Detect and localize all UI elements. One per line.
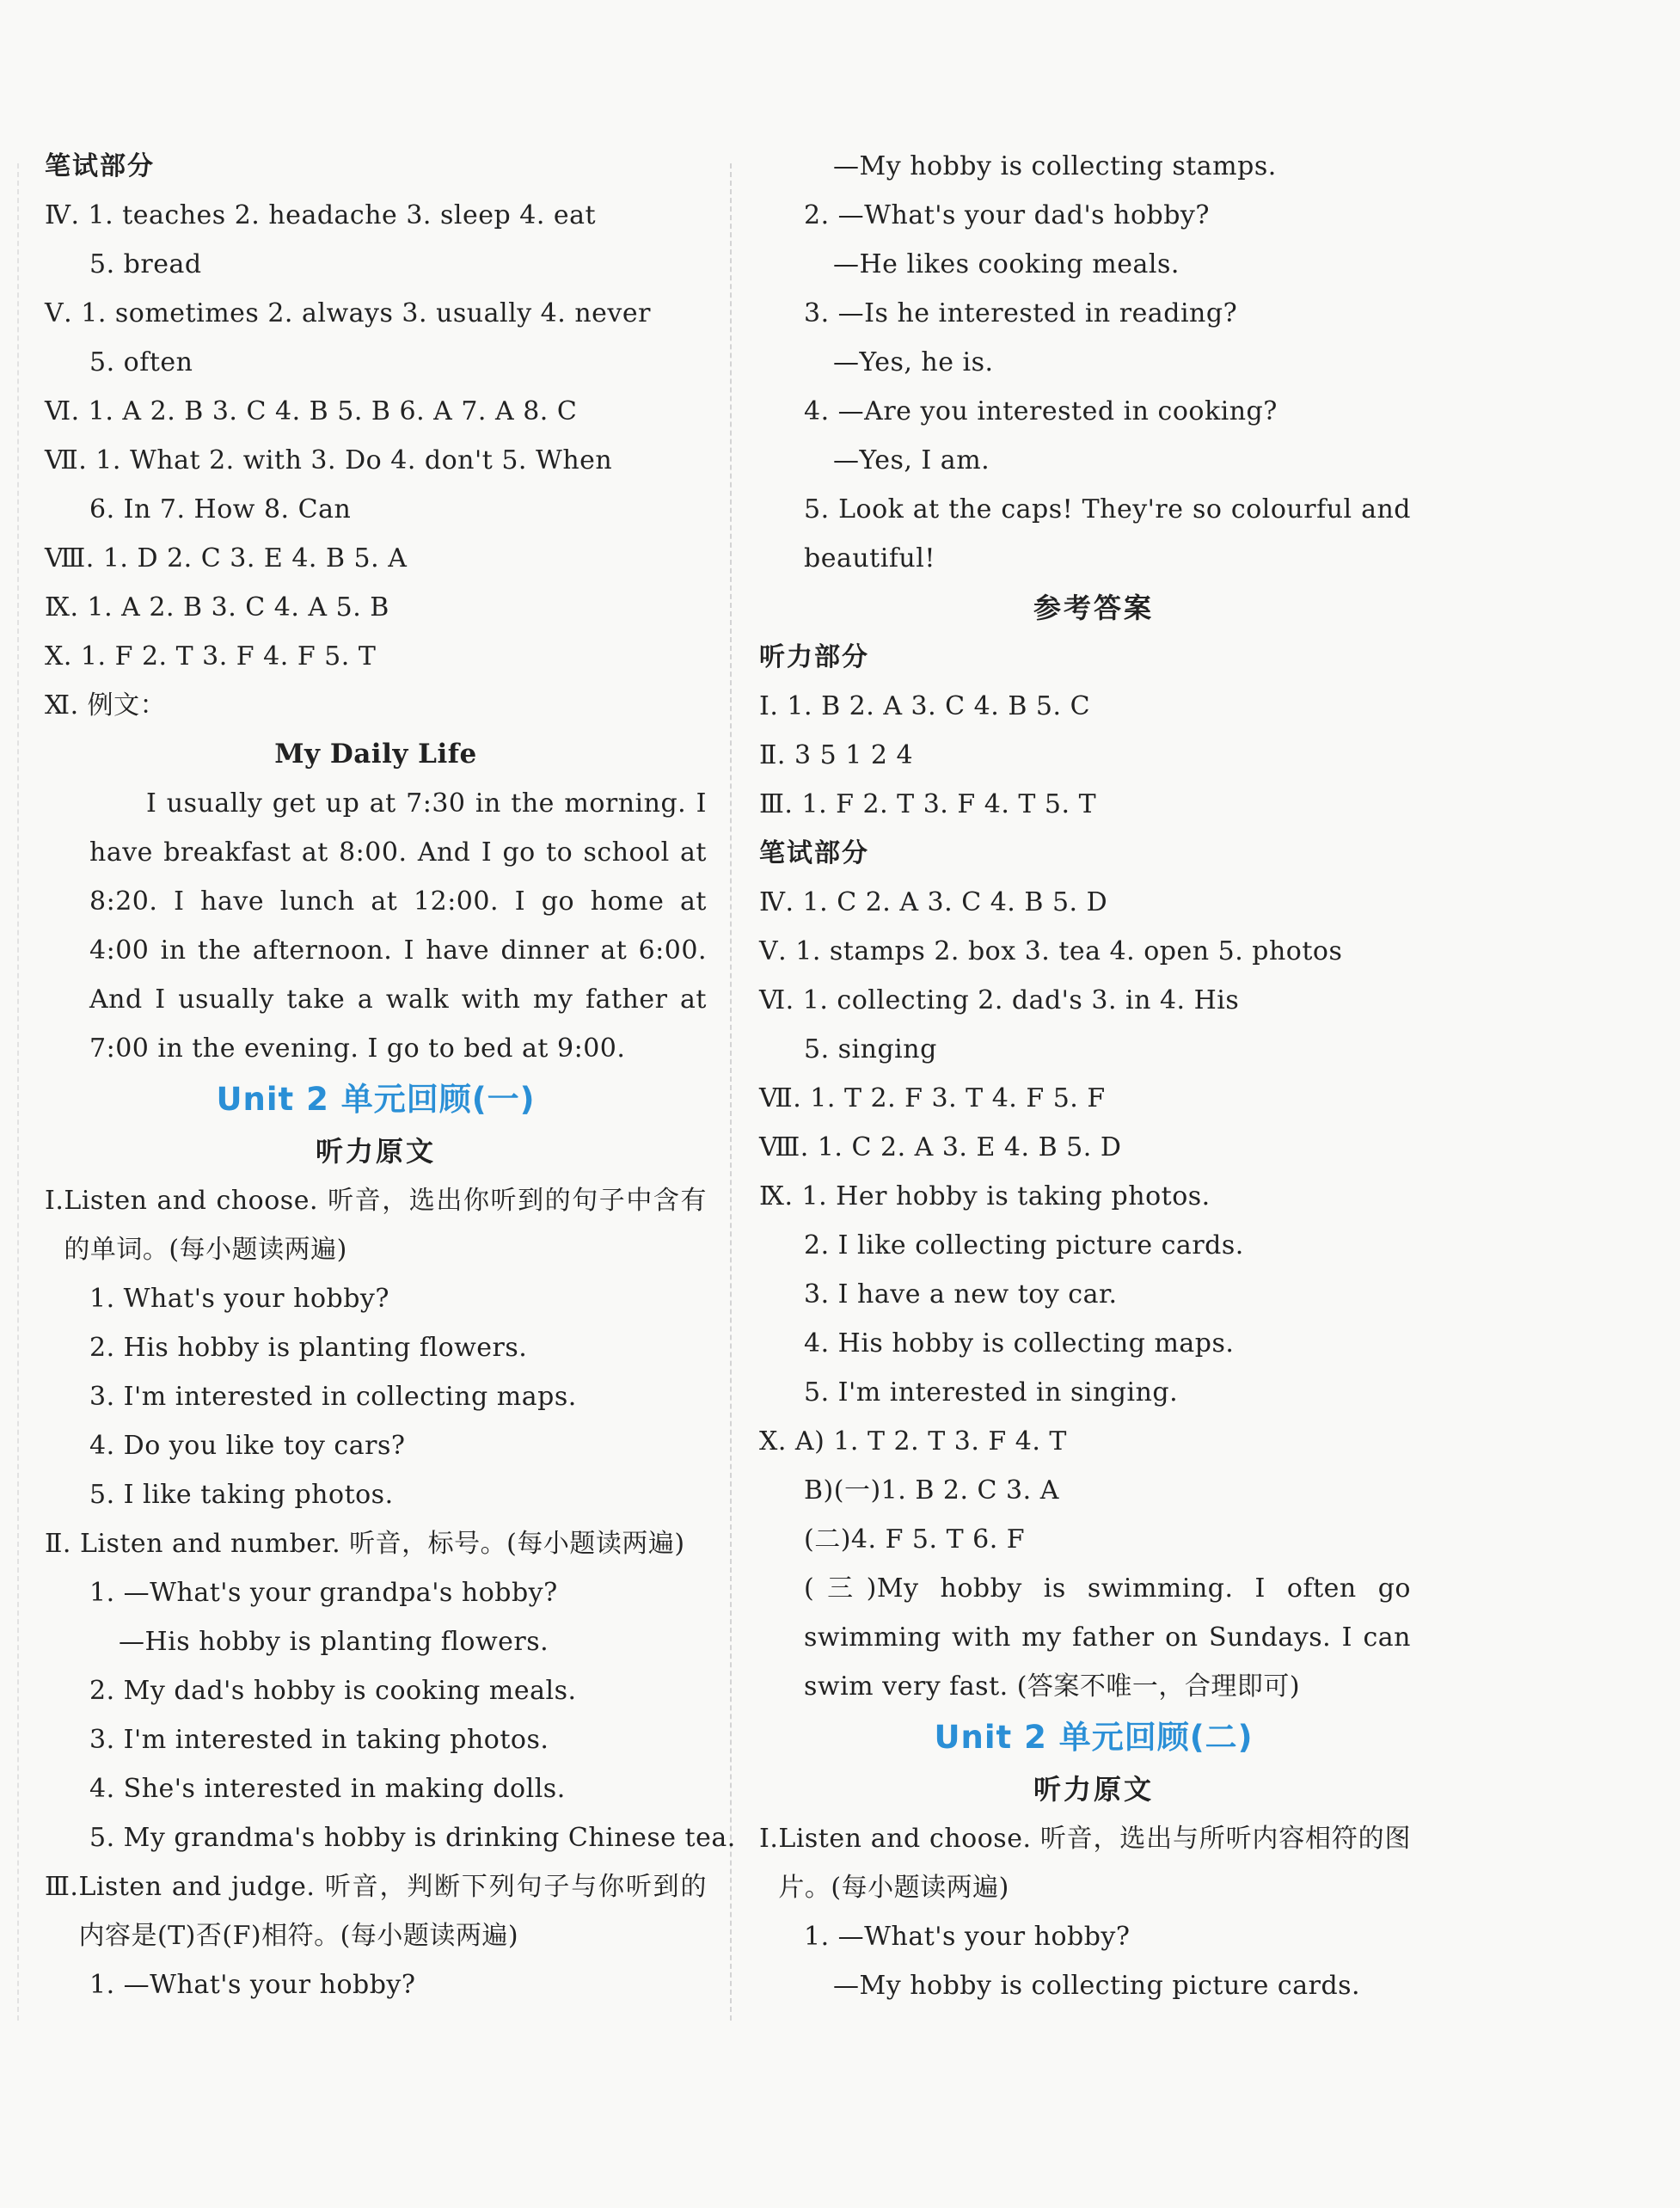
- left-column: [45, 142, 736, 2009]
- list-item: —My hobby is collecting picture cards.: [833, 1971, 1361, 2001]
- listening-script-heading: 听力原文: [315, 1135, 436, 1168]
- list-item: 3. I have a new toy car.: [804, 1279, 1118, 1309]
- answer-line-iv-cont: 5. bread: [89, 249, 202, 279]
- list-item: —His hobby is planting flowers.: [119, 1627, 549, 1657]
- section-heading-written: 笔试部分: [45, 151, 155, 181]
- list-item: 4. —Are you interested in cooking?: [804, 396, 1278, 426]
- question-i-text: Listen and choose. 听音，选出你听到的句子中含有的单词。(每小题读两遍): [64, 1186, 707, 1265]
- essay-body: [45, 779, 707, 1073]
- list-item: 3. —Is he interested in reading?: [804, 298, 1238, 328]
- list-item: 5. I'm interested in singing.: [804, 1377, 1179, 1408]
- answer-line-vi-cont: 5. singing: [804, 1034, 937, 1064]
- answer-line-x-d: (三)My hobby is swimming. I often go swimming with my father on Sundays. I can swim very fast. (答案不唯一，合理即可): [804, 1573, 1411, 1702]
- list-item: 1. —What's your hobby?: [804, 1922, 1131, 1952]
- answer-line-iv: Ⅳ. 1. C 2. A 3. C 4. B 5. D: [759, 887, 1108, 917]
- left-margin-rule: [17, 163, 19, 2021]
- list-item: 4. His hobby is collecting maps.: [804, 1328, 1235, 1359]
- answer-line-vi: Ⅵ. 1. collecting 2. dad's 3. in 4. His: [759, 985, 1240, 1015]
- list-item: 1. What's your hobby?: [89, 1284, 389, 1314]
- unit-heading: Unit 2 单元回顾(二): [934, 1719, 1254, 1756]
- list-item: 5. Look at the caps! They're so colourful and beautiful!: [804, 494, 1411, 573]
- answer-line-vii: Ⅶ. 1. What 2. with 3. Do 4. don't 5. When: [45, 445, 613, 475]
- list-item: —My hobby is collecting stamps.: [833, 151, 1277, 181]
- answer-line-ix: Ⅸ. 1. A 2. B 3. C 4. A 5. B: [45, 592, 389, 623]
- answer-line-viii: Ⅷ. 1. C 2. A 3. E 4. B 5. D: [759, 1132, 1122, 1162]
- answer-line-v-cont: 5. often: [89, 347, 193, 377]
- question-i-number: Ⅰ.: [759, 1824, 779, 1854]
- answer-line-iii: Ⅲ. 1. F 2. T 3. F 4. T 5. T: [759, 789, 1097, 819]
- list-item: —Yes, he is.: [833, 347, 994, 377]
- answer-line-xi: Ⅺ. 例文：: [45, 690, 167, 721]
- question-iii-number: Ⅲ.: [45, 1872, 79, 1902]
- list-item: 3. I'm interested in collecting maps.: [89, 1382, 577, 1412]
- list-item: 2. My dad's hobby is cooking meals.: [89, 1676, 577, 1706]
- list-item: 2. His hobby is planting flowers.: [89, 1333, 528, 1363]
- answer-line-viii: Ⅷ. 1. D 2. C 3. E 4. B 5. A: [45, 543, 408, 573]
- answer-line-vii-cont: 6. In 7. How 8. Can: [89, 494, 352, 524]
- list-item: —He likes cooking meals.: [833, 249, 1180, 279]
- answer-line-iv: Ⅳ. 1. teaches 2. headache 3. sleep 4. eat: [45, 200, 597, 230]
- section-heading-listening: 听力部分: [759, 642, 869, 672]
- list-item: 1. —What's your grandpa's hobby?: [89, 1578, 558, 1608]
- list-item: 4. She's interested in making dolls.: [89, 1774, 566, 1804]
- question-i: [759, 1814, 1428, 1912]
- answer-line-v: Ⅴ. 1. sometimes 2. always 3. usually 4. never: [45, 298, 651, 328]
- answer-line-v: Ⅴ. 1. stamps 2. box 3. tea 4. open 5. photos: [759, 936, 1343, 966]
- answer-line-x: Ⅹ. A) 1. T 2. T 3. F 4. T: [759, 1426, 1067, 1457]
- essay-title: My Daily Life: [274, 739, 477, 770]
- answer-line-ix: Ⅸ. 1. Her hobby is taking photos.: [759, 1181, 1211, 1211]
- answer-line-ii: Ⅱ. 3 5 1 2 4: [759, 740, 914, 770]
- listening-script-heading: 听力原文: [1033, 1773, 1154, 1806]
- answer-line-x: Ⅹ. 1. F 2. T 3. F 4. F 5. T: [45, 641, 377, 672]
- section-heading-written: 笔试部分: [759, 838, 869, 868]
- question-iii: [45, 1862, 707, 1960]
- list-item: 2. —What's your dad's hobby?: [804, 200, 1210, 230]
- list-item: 5. I like taking photos.: [89, 1480, 394, 1510]
- answer-line-i: Ⅰ. 1. B 2. A 3. C 4. B 5. C: [759, 691, 1091, 721]
- list-item: 4. Do you like toy cars?: [89, 1431, 406, 1461]
- unit-heading: Unit 2 单元回顾(一): [216, 1081, 536, 1118]
- question-iii-text: Listen and judge. 听音，判断下列句子与你听到的内容是(T)否(F)相符。(每小题读两遍): [78, 1872, 707, 1951]
- list-item: 1. —What's your hobby?: [89, 1970, 416, 2000]
- answers-heading: 参考答案: [1033, 592, 1154, 624]
- list-item: 5. My grandma's hobby is drinking Chinese tea.: [89, 1823, 736, 1853]
- question-i: [45, 1176, 707, 1274]
- right-column: [759, 142, 1428, 2010]
- list-item: 3. I'm interested in taking photos.: [89, 1725, 549, 1755]
- list-item: 2. I like collecting picture cards.: [804, 1230, 1244, 1260]
- list-item: —Yes, I am.: [833, 445, 990, 475]
- column-divider: [730, 163, 732, 2021]
- answer-line-vii: Ⅶ. 1. T 2. F 3. T 4. F 5. F: [759, 1083, 1106, 1113]
- answer-line-vi: Ⅵ. 1. A 2. B 3. C 4. B 5. B 6. A 7. A 8. C: [45, 396, 578, 426]
- question-ii: Ⅱ. Listen and number. 听音，标号。(每小题读两遍): [45, 1529, 685, 1559]
- answer-line-x-b: B)(一)1. B 2. C 3. A: [804, 1475, 1059, 1506]
- question-i-number: Ⅰ.: [45, 1186, 64, 1216]
- answer-line-x-c: (二)4. F 5. T 6. F: [804, 1524, 1026, 1555]
- question-i-text: Listen and choose. 听音，选出与所听内容相符的图片。(每小题读两遍): [778, 1824, 1411, 1903]
- essay-text: I usually get up at 7:30 in the morning. I have breakfast at 8:00. And I go to school at 8:20. I have lunch at 12:00. I go home at 4:00 in the afternoon. I have dinner at 6:00. And I usually take a walk with my father at 7:00 in the evening. I go to bed at 9:00.: [89, 788, 707, 1064]
